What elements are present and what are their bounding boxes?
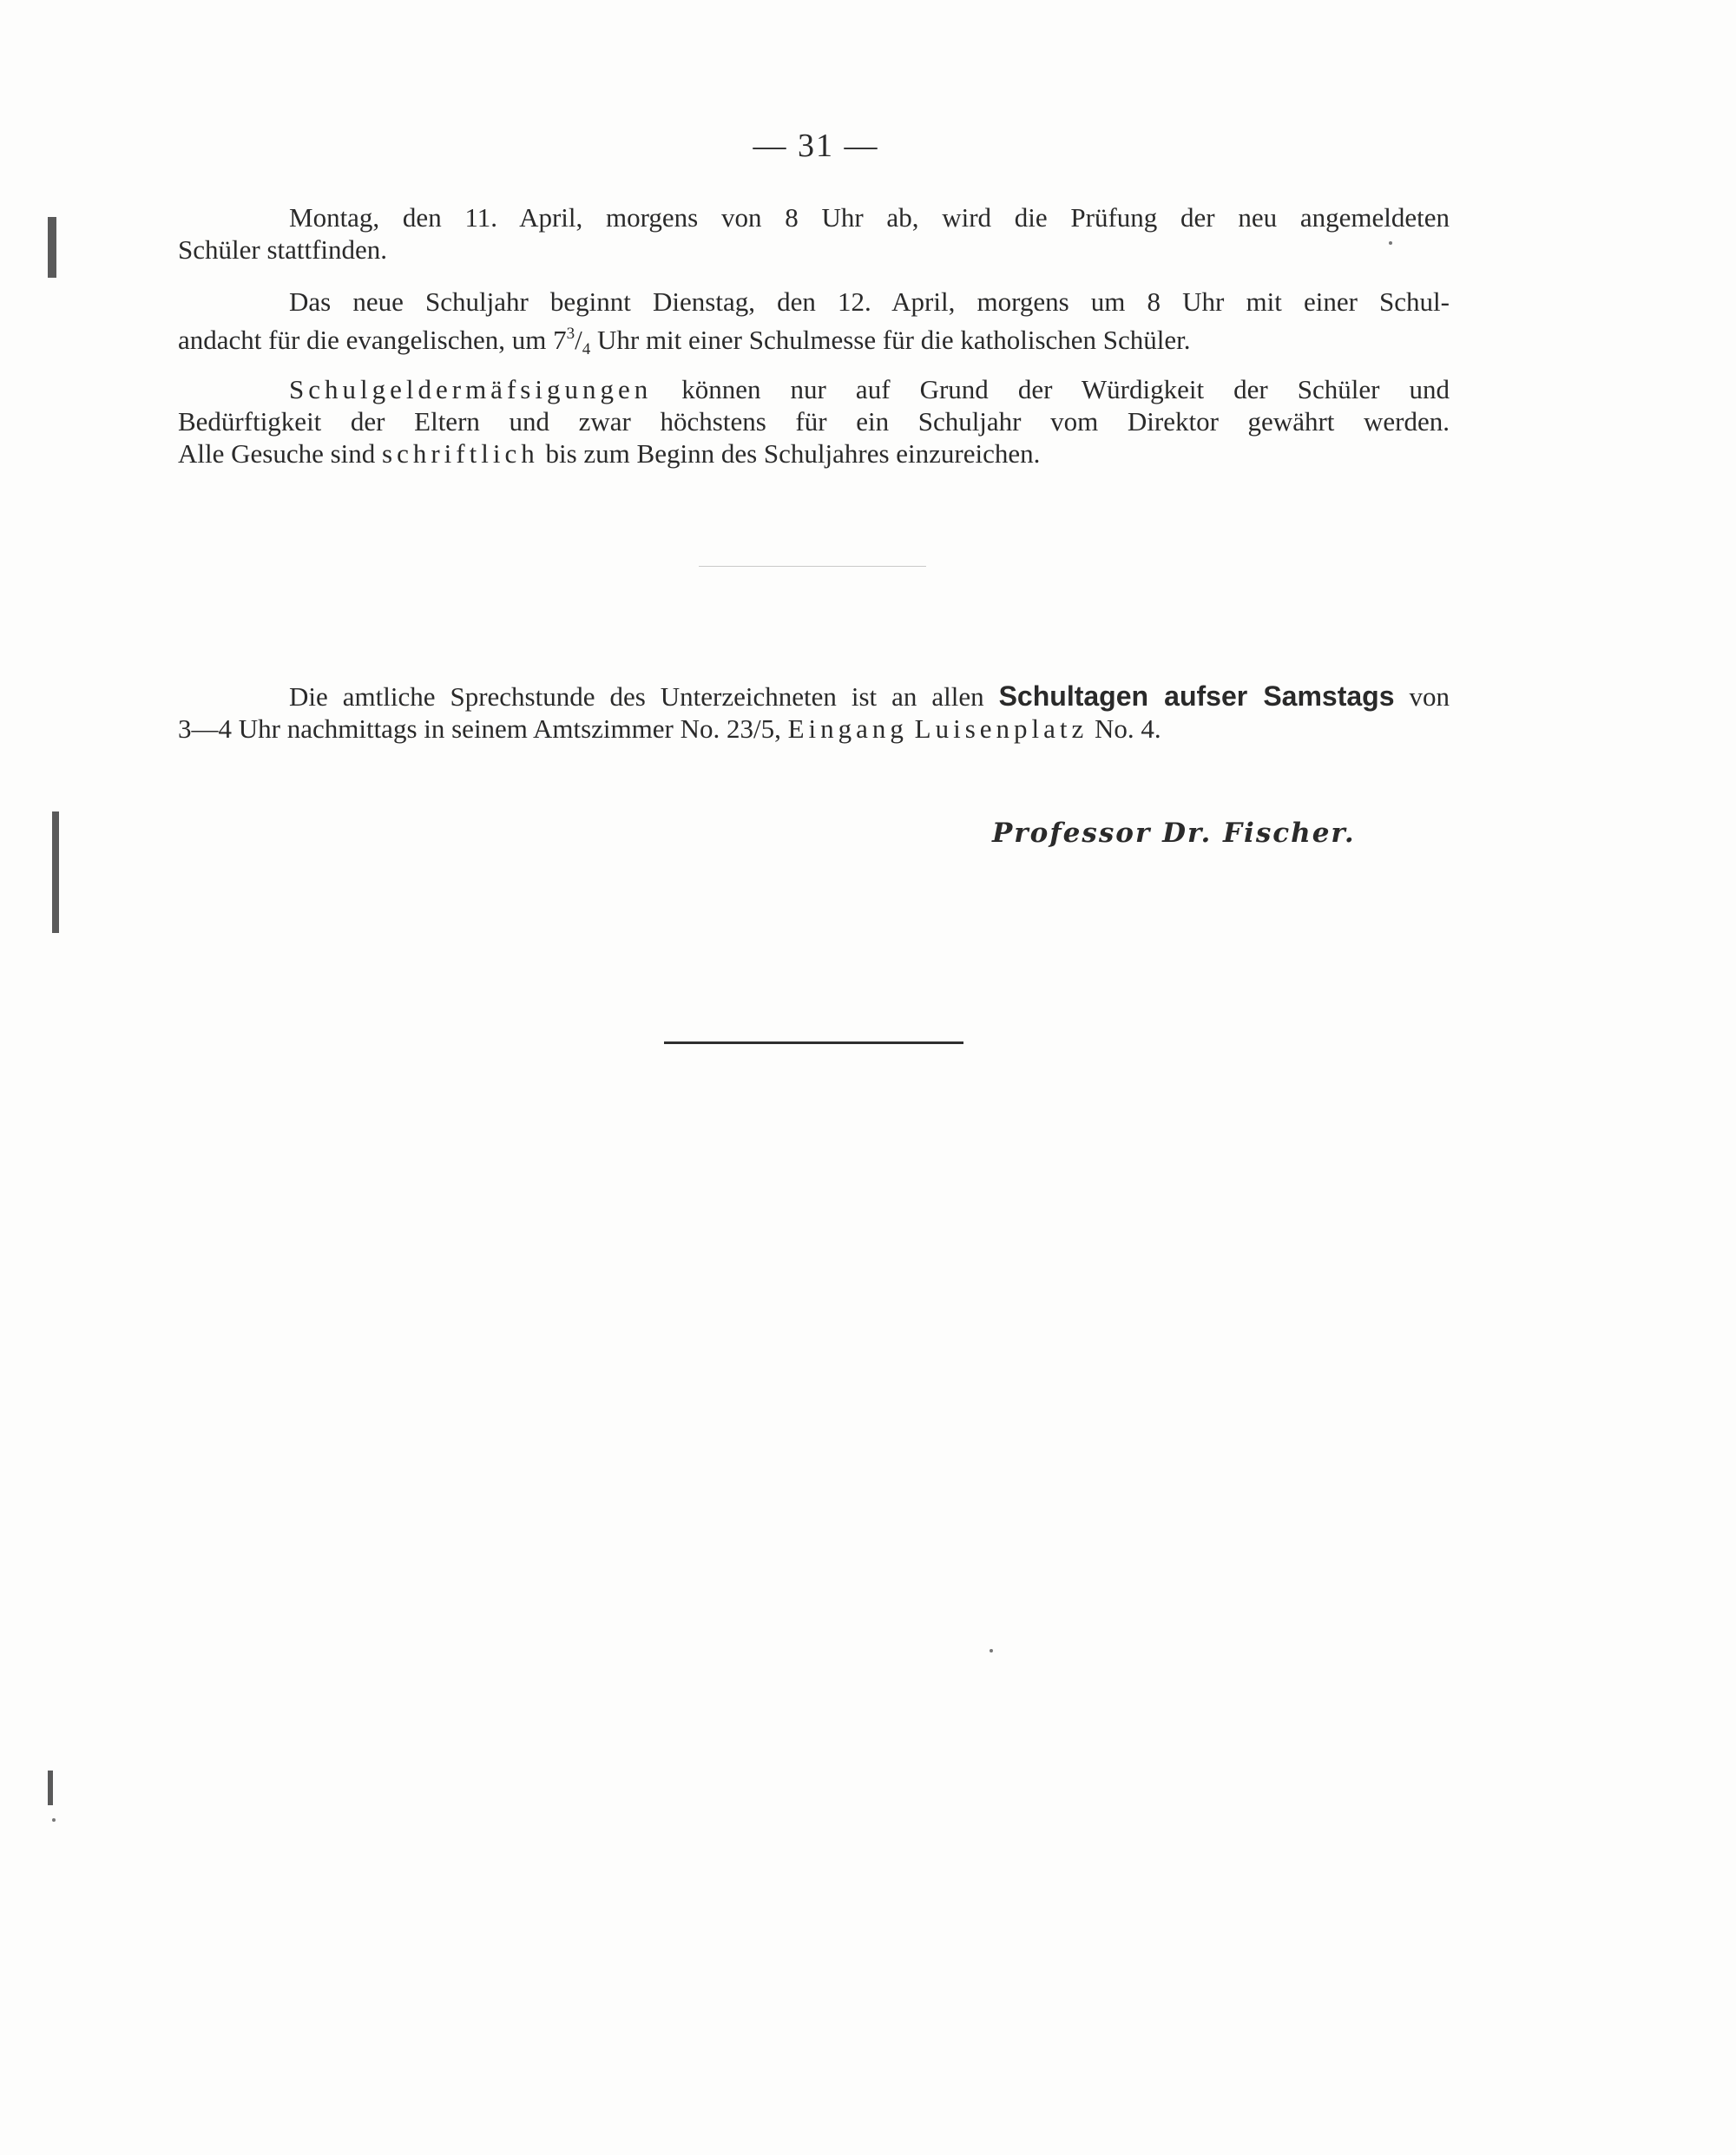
paragraph-line: Schüler stattfinden. <box>178 234 388 265</box>
text-segment: bis zum Beginn des Schuljahres einzureichen. <box>538 438 1041 469</box>
text-segment: von <box>1394 681 1450 712</box>
fraction-slash: / <box>575 325 582 355</box>
text-segment <box>908 713 915 744</box>
speck <box>1389 241 1392 245</box>
paragraph-fee-reduction <box>178 373 1450 470</box>
page-number: — 31 — <box>753 128 879 164</box>
fraction-denominator: 4 <box>582 340 591 358</box>
paragraph-line: Bedürftigkeit der Eltern und zwar höchstens für ein Schuljahr vom Direktor gewährt werden. <box>178 406 1450 437</box>
speck <box>990 1649 993 1652</box>
paragraph-line: Montag, den 11. April, morgens von 8 Uhr ab, wird die Prüfung der neu angemeldeten <box>289 202 1450 233</box>
paragraph-line <box>178 318 1450 365</box>
text-segment: No. 4. <box>1088 713 1161 744</box>
paragraph-line: Das neue Schuljahr beginnt Dienstag, den 12. April, morgens um 8 Uhr mit einer Schul- <box>289 286 1450 317</box>
bold-emphasis: Schultagen aufser Samstags <box>998 680 1395 712</box>
speck <box>52 1818 56 1822</box>
paragraph-line <box>178 713 1450 745</box>
binding-mark <box>52 811 59 933</box>
spaced-emphasis: Luisenplatz <box>914 713 1088 744</box>
text-segment: Uhr mit einer Schulmesse für die katholischen Schüler. <box>590 325 1191 355</box>
paragraph-line <box>178 437 1450 470</box>
text-segment: Alle Gesuche sind <box>178 438 383 469</box>
text-segment: 3—4 Uhr nachmittags in seinem Amtszimmer No. 23/5, <box>178 713 788 744</box>
section-divider <box>699 566 926 567</box>
spaced-emphasis: schriftlich <box>382 438 539 469</box>
spaced-emphasis: Eingang <box>787 713 908 744</box>
paragraph-exam-date <box>178 201 1450 266</box>
paragraph-line <box>178 373 1450 405</box>
binding-mark <box>48 217 56 278</box>
text-segment: Die amtliche Sprechstunde des Unterzeichneten ist an allen <box>289 681 999 712</box>
text-segment: andacht für die evangelischen, um 7 <box>178 325 567 355</box>
fraction-numerator: 3 <box>566 325 575 343</box>
paragraph-office-hours <box>178 680 1450 745</box>
text-segment: können nur auf Grund der Würdigkeit der Schüler und <box>652 374 1450 404</box>
paragraph-school-year-start <box>178 286 1450 365</box>
paragraph-line <box>178 680 1450 713</box>
binding-mark <box>48 1771 53 1805</box>
end-rule <box>664 1041 963 1044</box>
signature: Professor Dr. Fischer. <box>992 818 1356 849</box>
spaced-emphasis: Schulgeldermäfsigungen <box>289 374 653 404</box>
